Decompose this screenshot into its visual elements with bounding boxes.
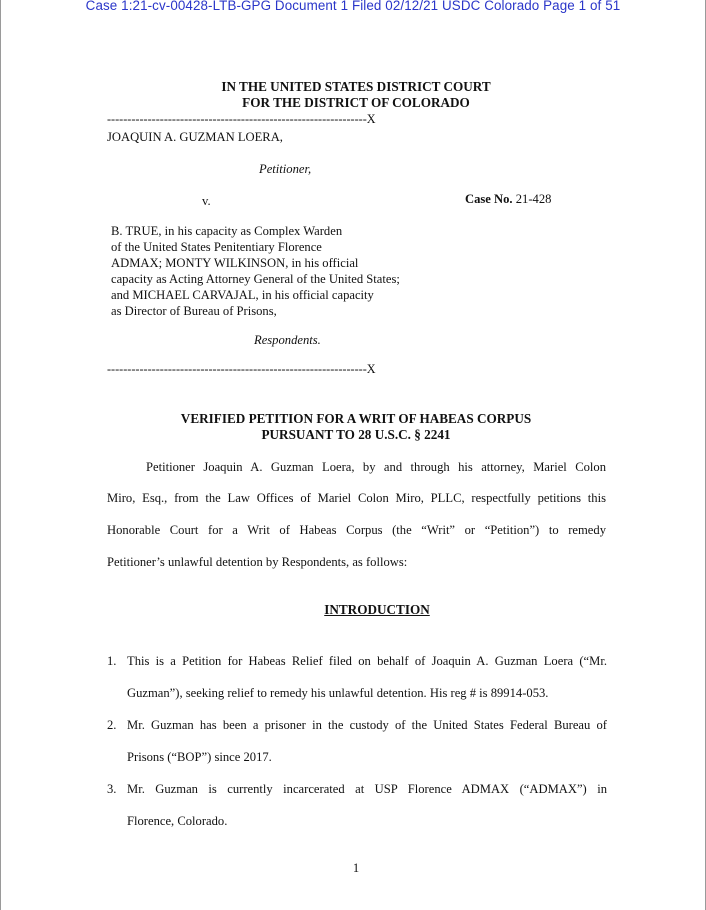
page-left-edge — [0, 0, 1, 910]
respondents-line: and MICHAEL CARVAJAL, in his official capacity — [111, 288, 374, 302]
respondents-line: B. TRUE, in his capacity as Complex Warden — [111, 224, 343, 238]
item-number: 2. — [107, 718, 117, 732]
respondents-line: ADMAX; MONTY WILKINSON, in his official — [111, 256, 359, 270]
item-text-line: Prisons (“BOP”) since 2017. — [127, 750, 272, 764]
respondents-role: Respondents. — [254, 333, 321, 347]
petitioner-name: JOAQUIN A. GUZMAN LOERA, — [107, 130, 283, 144]
respondents-line: of the United States Penitentiary Florence — [111, 240, 322, 254]
case-number-value: 21-428 — [515, 192, 552, 206]
intro-paragraph-line: Petitioner’s unlawful detention by Respondents, as follows: — [107, 555, 408, 569]
case-number-label: Case No. — [465, 192, 513, 206]
caption-separator-bottom: ----------------------------------------------------------------X — [107, 362, 376, 376]
petition-title-line2: PURSUANT TO 28 U.S.C. § 2241 — [261, 427, 451, 442]
intro-paragraph-line: Miro, Esq., from the Law Offices of Mariel Colon Miro, PLLC, respectfully petitions this — [107, 491, 606, 505]
item-text-line: Mr. Guzman has been a prisoner in the custody of the United States Federal Bureau of — [127, 718, 607, 732]
page-number: 1 — [352, 861, 360, 875]
ecf-header-stamp: Case 1:21-cv-00428-LTB-GPG Document 1 Filed 02/12/21 USDC Colorado Page 1 of 51 — [85, 0, 621, 13]
court-name-line1: IN THE UNITED STATES DISTRICT COURT — [221, 79, 491, 94]
item-text-line: Mr. Guzman is currently incarcerated at USP Florence ADMAX (“ADMAX”) in — [127, 782, 607, 796]
item-text-line: Florence, Colorado. — [127, 814, 228, 828]
intro-paragraph-line: Petitioner Joaquin A. Guzman Loera, by and through his attorney, Mariel Colon — [146, 460, 606, 474]
versus: v. — [202, 194, 211, 208]
case-number-block — [465, 192, 551, 207]
respondents-line: capacity as Acting Attorney General of the United States; — [111, 272, 400, 286]
petitioner-role: Petitioner, — [259, 162, 312, 176]
item-number: 3. — [107, 782, 117, 796]
item-number: 1. — [107, 654, 117, 668]
caption-separator-top: ----------------------------------------------------------------X — [107, 112, 376, 126]
item-text-line: Guzman”), seeking relief to remedy his unlawful detention. His reg # is 89914-053. — [127, 686, 549, 700]
intro-paragraph-line: Honorable Court for a Writ of Habeas Corpus (the “Writ” or “Petition”) to remedy — [107, 523, 606, 537]
section-heading-introduction: INTRODUCTION — [324, 602, 430, 617]
item-text-line: This is a Petition for Habeas Relief filed on behalf of Joaquin A. Guzman Loera (“Mr. — [127, 654, 607, 668]
court-name-line2: FOR THE DISTRICT OF COLORADO — [242, 95, 470, 110]
respondents-line: as Director of Bureau of Prisons, — [111, 304, 277, 318]
petition-title-line1: VERIFIED PETITION FOR A WRIT OF HABEAS CORPUS — [180, 411, 532, 426]
